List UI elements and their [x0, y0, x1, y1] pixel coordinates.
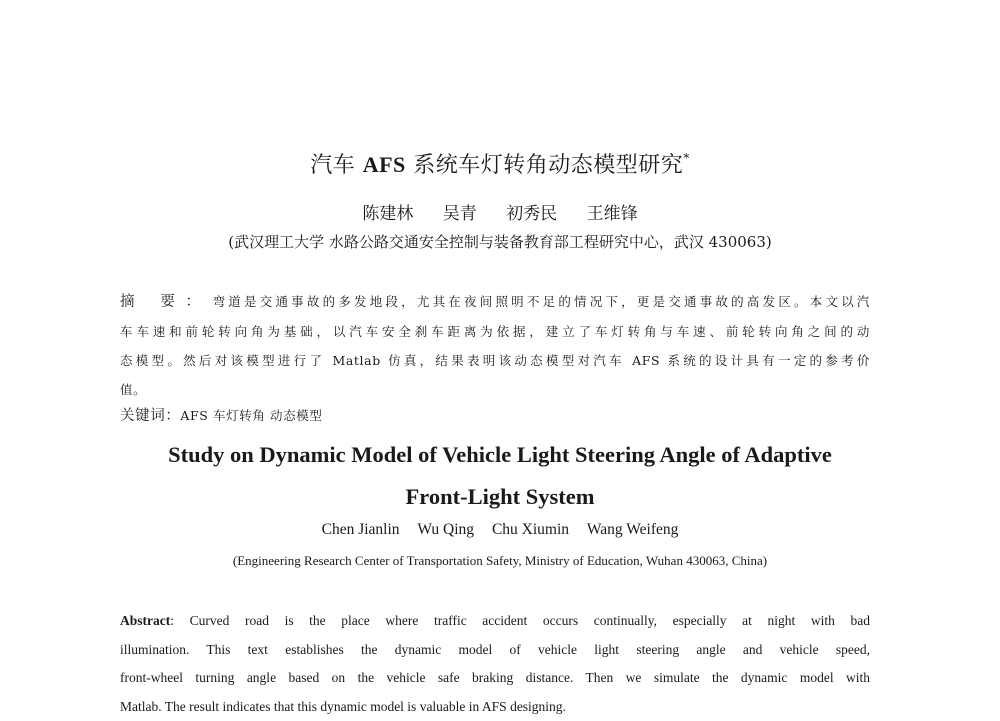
english-abstract — [120, 607, 870, 721]
english-title-line-1: Study on Dynamic Model of Vehicle Light Steering Angle of Adaptive — [0, 434, 1000, 476]
chinese-abstract-line: 态模型。然后对该模型进行了 Matlab 仿真，结果表明该动态模型对汽车 AFS 系统的设计具有一定的参考价 — [120, 346, 870, 375]
chinese-title-suffix: 系统车灯转角动态模型研究 — [406, 153, 684, 178]
english-title-line-2: Front-Light System — [0, 476, 1000, 518]
author-cn-1: 陈建林 — [362, 204, 413, 224]
author-en-3: Chu Xiumin — [492, 521, 569, 538]
chinese-abstract-line: 车车速和前轮转向角为基础，以汽车安全刹车距离为依据，建立了车灯转角与车速、前轮转向角之间的动 — [120, 317, 870, 346]
english-affiliation: (Engineering Research Center of Transportation Safety, Ministry of Education, Wuhan 430063, China) — [0, 553, 1000, 569]
chinese-abstract-label: 摘 要： — [120, 294, 211, 310]
chinese-keywords — [120, 404, 322, 425]
footnote-mark: * — [683, 151, 690, 165]
english-abstract-line: illumination. This text establishes the dynamic model of vehicle light steering angle and vehicle speed, — [120, 636, 870, 665]
chinese-abstract-line: 值。 — [120, 375, 870, 404]
english-authors — [0, 521, 1000, 539]
author-cn-2: 吴青 — [443, 204, 477, 224]
chinese-authors — [0, 199, 1000, 224]
chinese-title-prefix: 汽车 — [310, 153, 363, 178]
chinese-abstract-line: 弯道是交通事故的多发地段，尤其在夜间照明不足的情况下，更是交通事故的高发区。本文以汽 — [213, 294, 870, 309]
author-cn-4: 王维锋 — [587, 204, 638, 224]
chinese-affiliation: (武汉理工大学 水路公路交通安全控制与装备教育部工程研究中心，武汉 430063) — [0, 231, 1000, 252]
author-en-4: Wang Weifeng — [587, 521, 678, 538]
english-abstract-label: Abstract — [120, 613, 170, 628]
author-en-1: Chen Jianlin — [322, 521, 400, 538]
english-abstract-line: Matlab. The result indicates that this dynamic model is valuable in AFS designing. — [120, 693, 870, 721]
english-abstract-line: : Curved road is the place where traffic accident occurs continually, especially at night with bad — [170, 613, 870, 628]
chinese-title — [0, 148, 1000, 179]
english-abstract-line: front-wheel turning angle based on the vehicle safe braking distance. Then we simulate the dynamic model with — [120, 664, 870, 693]
chinese-keywords-text: AFS 车灯转角 动态模型 — [180, 408, 322, 423]
author-en-2: Wu Qing — [417, 521, 474, 538]
chinese-abstract — [120, 287, 870, 404]
author-cn-3: 初秀民 — [506, 204, 557, 224]
chinese-title-afs: AFS — [363, 152, 406, 177]
english-title — [0, 434, 1000, 518]
chinese-keywords-label: 关键词： — [120, 408, 180, 424]
